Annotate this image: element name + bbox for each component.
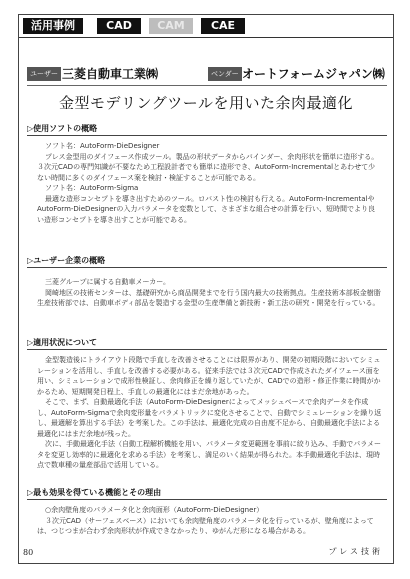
paragraph: ソフト名：AutoForm-Sigma [45, 184, 139, 192]
tag-cam: CAM [149, 18, 193, 34]
category-bar [19, 15, 393, 38]
magazine-name: プレス技術 [328, 547, 383, 556]
divider [27, 349, 387, 350]
company-row [27, 65, 387, 85]
category-label: 活用事例 [23, 18, 83, 34]
paragraph: 三菱グループに属する自動車メーカー。 [45, 278, 171, 286]
article-title: 金型モデリングツールを用いた余肉最適化 [59, 94, 353, 112]
paragraph: プレス金型用のダイフェース作成ツール。製品の形状データからバインダー、余肉形状を簡単に造形する。３次元CADの専門知識が不要なため工程設計者でも簡単に造形でき、AutoForm-Incrementalとあわせて少ない時間に多くのダイフェース案を検討・検証することが可能である。 [37, 152, 379, 182]
tag-cad: CAD [97, 18, 141, 34]
user-company-name: 三菱自動車工業㈱ [62, 67, 159, 81]
section-heading-software: ▷使用ソフトの概略 [27, 124, 98, 133]
article-page [18, 14, 394, 564]
paragraph: そこで、まず、自動最適化手法（AutoForm-DieDesignerによってメッシュベースで余肉データを作成し、AutoForm-Sigmaで余肉変形量をパラメトリックに変化させることで、自動でシミュレーションを繰り返し、最適解を算出する手法）を考案した。この手法は、最適化完成の自由度不足から、自動最適化手法による最適化にはまだ余地が残った。 [37, 398, 382, 438]
section-body-application [37, 355, 382, 471]
divider [27, 135, 387, 136]
vendor-company-name: オートフォームジャパン㈱ [242, 67, 385, 81]
divider [27, 499, 387, 500]
section-body-software [37, 141, 382, 225]
paragraph: ○余肉壁角度のパラメータ化と余肉面形（AutoForm-DieDesigner） [45, 506, 264, 514]
user-label: ユーザー [27, 67, 61, 81]
tag-cae: CAE [201, 18, 245, 34]
page-number: 80 [23, 548, 34, 557]
paragraph: 最適な造形コンセプトを導き出すためのツール。ロバスト性の検討も行える。AutoForm-IncrementalやAutoForm-DieDesignerの入力パラメータを変数として、さまざまな組合せの計算を行い、短時間でより良い造形コンセプトを導き出すことが可能である。 [37, 194, 376, 224]
section-heading-effect: ▷最も効果を得ている機能とその理由 [27, 488, 162, 497]
section-heading-company: ▷ユーザー企業の概略 [27, 256, 106, 265]
divider [27, 85, 387, 86]
paragraph: 岡崎地区の技術センターは、基礎研究から商品開発までを行う国内最大の技術拠点。生産技術本部板金樹脂生産技術部では、自動車ボディ部品を製造する金型の生産準備と新技術・新工法の研究・開発を行っている。 [37, 288, 381, 307]
paragraph: 次に、手動最適化手法（自動工程解析機能を用い、パラメータ変更範囲を事前に絞り込み、手動でパラメータを変更し効率的に最適化を求める手法）を考案し、満足のいく結果が得られた。本手動最適化手法は、現時点で数車種の量産部品で活用している。 [37, 440, 381, 469]
paragraph: ソフト名：AutoForm-DieDesigner [45, 142, 160, 150]
vendor-label: ベンダー [208, 67, 242, 81]
section-heading-application: ▷適用状況について [27, 338, 97, 347]
section-body-company [37, 277, 382, 309]
divider [27, 267, 387, 268]
paragraph: 金型製造後にトライアウト段階で手直しを改善させることには限界があり、開発の初期段階においてシミュレーションを活用し、手直しを改善する必要がある。従来手法では３次元CADで作成されたダイフェース面を用い、シミュレーションで成形性検証し、余肉修正を繰り返していたが、CADでの造形・修正作業に時間がかかるため、短期開発日程上、手直しの最適化にはまだ余地があった。 [37, 356, 381, 396]
section-body-effect [37, 505, 382, 537]
paragraph: ３次元CAD（サーフェスベース）においても余肉壁角度のパラメータ化を行っているが、壁角度によっては、つじつまが合わず余肉形状が作成できなかったり、ゆがんだ形になる場合がある。 [37, 516, 374, 535]
